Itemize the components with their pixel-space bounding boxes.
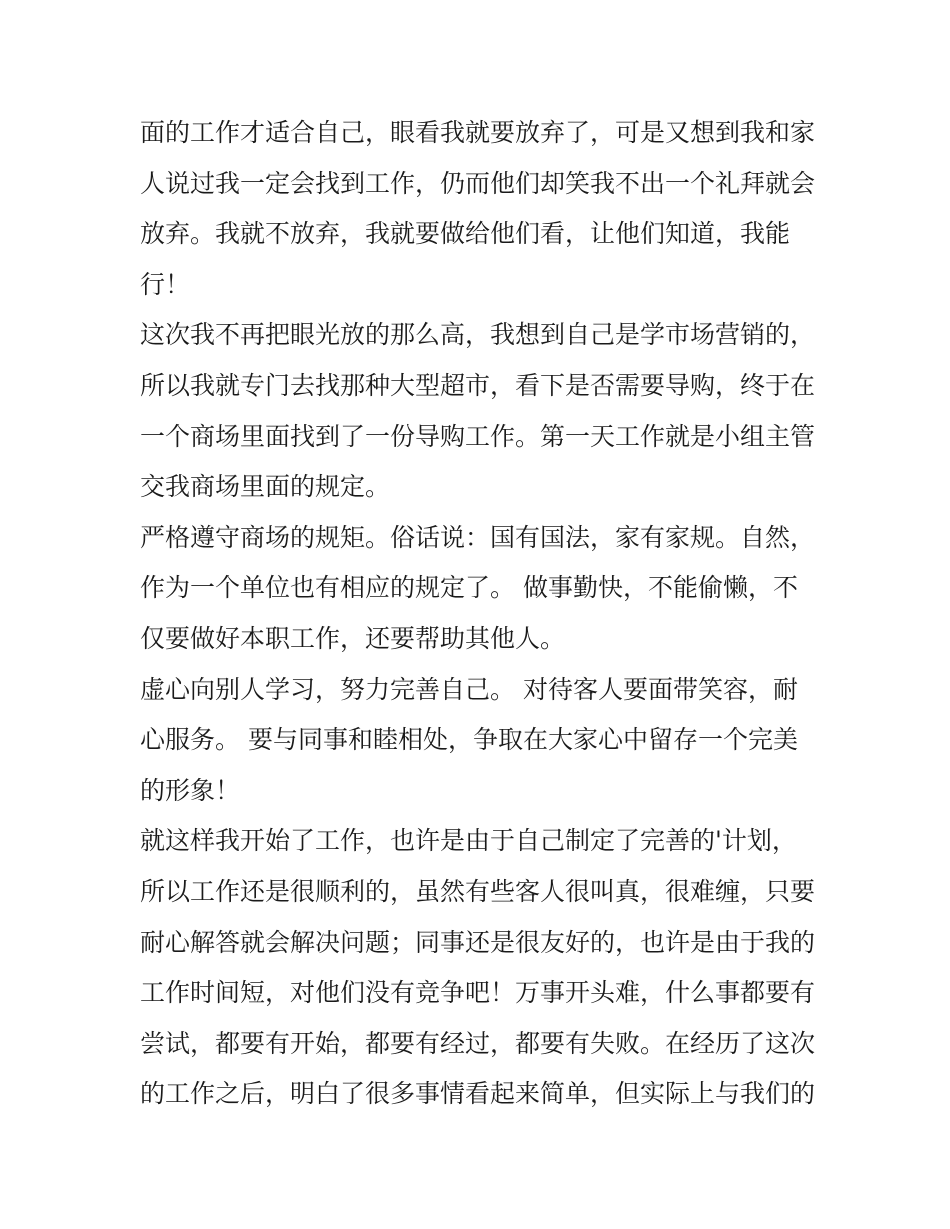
text-line: 这次我不再把眼光放的那么高，我想到自己是学市场营销的， [140, 320, 816, 350]
text-line: 就这样我开始了工作，也许是由于自己制定了完善的'计划， [140, 826, 797, 856]
text-line: 交我商场里面的规定。 [140, 472, 391, 502]
text-line: 的工作之后，明白了很多事情看起来简单，但实际上与我们的 [140, 1079, 816, 1109]
text-line: 放弃。我就不放弃，我就要做给他们看，让他们知道，我能 [140, 219, 791, 249]
text-line: 所以我就专门去找那种大型超市，看下是否需要导购，终于在 [140, 370, 816, 400]
text-line: 的形象！ [140, 775, 241, 805]
text-line: 工作时间短，对他们没有竞争吧！万事开头难，什么事都要有 [140, 978, 816, 1008]
text-line: 心服务。 要与同事和睦相处，争取在大家心中留存一个完美 [140, 725, 798, 755]
text-line: 一个商场里面找到了一份导购工作。第一天工作就是小组主管 [140, 421, 816, 451]
text-line: 尝试，都要有开始，都要有经过，都要有失败。在经历了这次 [140, 1028, 816, 1058]
text-line: 所以工作还是很顺利的，虽然有些客人很叫真，很难缠，只要 [140, 876, 816, 906]
text-line: 严格遵守商场的规矩。俗话说：国有国法，家有家规。自然， [140, 522, 816, 552]
text-line: 仅要做好本职工作，还要帮助其他人。 [140, 623, 566, 653]
text-line: 面的工作才适合自己，眼看我就要放弃了，可是又想到我和家 [140, 118, 816, 147]
text-line: 行！ [140, 269, 191, 299]
text-line: 耐心解答就会解决问题；同事还是很友好的，也许是由于我的 [140, 927, 816, 957]
text-line: 人说过我一定会找到工作，仍而他们却笑我不出一个礼拜就会 [140, 168, 816, 198]
text-line: 虚心向别人学习，努力完善自己。 对待客人要面带笑容，耐 [140, 674, 798, 704]
text-line: 作为一个单位也有相应的规定了。 做事勤快，不能偷懒，不 [140, 573, 798, 603]
body-text [140, 108, 820, 1120]
